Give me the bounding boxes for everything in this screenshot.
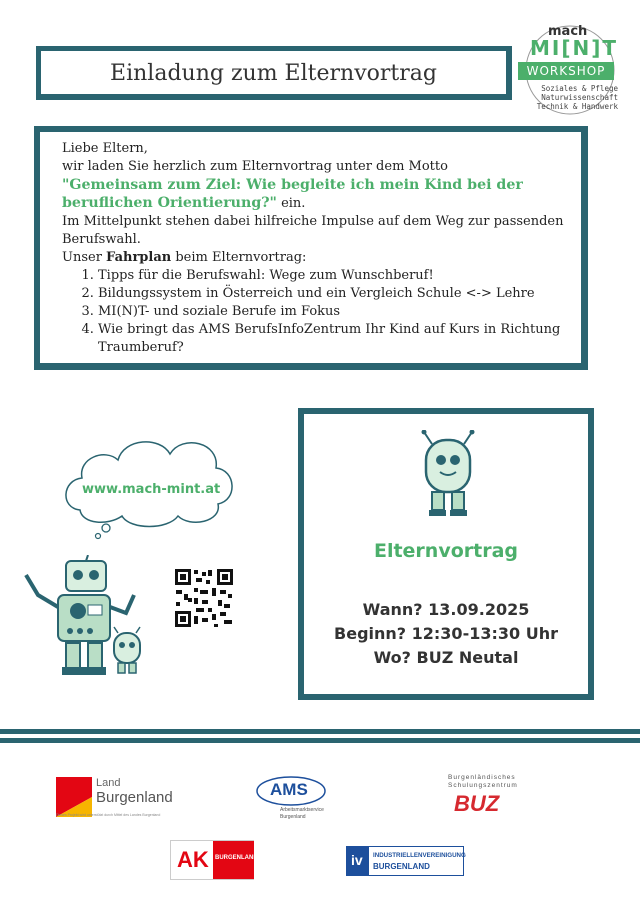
plan-list: [62, 267, 582, 357]
ams-text: AMS: [270, 780, 308, 799]
land-burgenland-logo: [56, 775, 176, 825]
land-caption: Dieses Projekt wird unterstützt durch Mittel des Landes Burgenland: [56, 813, 161, 817]
land-flag-icon: [56, 777, 92, 817]
event-start: Beginn? 12:30-13:30 Uhr: [334, 624, 558, 643]
motto-suffix: ein.: [276, 196, 306, 211]
robot-icon: [416, 430, 480, 522]
divider-stripe-1: [0, 729, 640, 734]
event-frame: [298, 408, 594, 700]
buz-top-2: Schulungszentrum: [448, 782, 518, 789]
logo-line-1: Soziales & Pflege: [541, 84, 618, 93]
qr-code[interactable]: [174, 568, 234, 628]
title-frame: [36, 46, 512, 100]
robot-illustration: [18, 555, 168, 690]
land-small: Land: [96, 777, 121, 789]
focus-text: Im Mittelpunkt stehen dabei hilfreiche Impulse auf dem Weg zur passenden Berufswahl.: [62, 214, 564, 247]
ams-sub-1: Arbeitsmarktservice: [280, 807, 324, 813]
motto-line-2: beruflichen Orientierung?": [62, 195, 277, 211]
plan-bold: Fahrplan: [106, 250, 172, 265]
motto-line-2-wrap: [62, 194, 582, 213]
plan-item: 3. MI(N)T- und soziale Berufe im Fokus: [98, 303, 582, 321]
logo-line-3: Technik & Handwerk: [536, 102, 618, 111]
plan-prefix: Unser: [62, 250, 107, 265]
iv-line-1: INDUSTRIELLENVEREINIGUNG: [373, 852, 466, 859]
iv-text: iv: [351, 852, 363, 868]
ams-sub-2: Burgenland: [280, 814, 306, 820]
ak-logo: [170, 840, 258, 880]
intro: wir laden Sie herzlich zum Elternvortrag unter dem Motto: [62, 159, 448, 174]
logo-mach: mach: [548, 24, 588, 39]
divider-stripe-2: [0, 738, 640, 743]
event-where: Wo? BUZ Neutal: [373, 648, 519, 667]
event-when: Wann? 13.09.2025: [362, 600, 530, 619]
ak-red-block: [213, 841, 258, 879]
motto-line-1: "Gemeinsam zum Ziel: Wie begleite ich mein Kind bei der: [62, 177, 523, 193]
invitation-text: [62, 140, 582, 357]
iv-block: [347, 847, 369, 875]
plan-item: 2. Bildungssystem in Österreich und ein Vergleich Schule <-> Lehre: [98, 285, 582, 303]
mach-mint-logo: [514, 24, 618, 116]
event-title: Elternvortrag: [373, 540, 519, 562]
logo-mint: MI[N]T: [530, 36, 619, 60]
greeting: Liebe Eltern,: [62, 141, 148, 156]
plan-heading: [62, 249, 582, 267]
logo-workshop: WORKSHOP: [518, 62, 614, 80]
website-link[interactable]: www.mach-mint.at: [82, 482, 221, 497]
buz-top-1: Burgenländisches: [448, 774, 516, 781]
land-big: Burgenland: [96, 789, 173, 806]
iv-logo: [346, 846, 464, 876]
plan-suffix: beim Elternvortrag:: [171, 250, 307, 265]
plan-item: 1. Tipps für die Berufswahl: Wege zum Wunschberuf!: [98, 267, 582, 285]
ak-sub: BURGENLAND: [215, 855, 258, 861]
buz-logo: [448, 774, 538, 824]
iv-line-2: BURGENLAND: [373, 862, 430, 871]
page-title: Einladung zum Elternvortrag: [110, 61, 437, 86]
ams-logo: [256, 776, 336, 826]
plan-item: 4. Wie bringt das AMS BerufsInfoZentrum Ihr Kind auf Kurs in Richtung Traumberuf?: [98, 321, 582, 357]
invitation-frame: [34, 126, 588, 370]
logo-line-2: Naturwissenschaft: [541, 93, 618, 102]
ak-text: AK: [177, 847, 209, 872]
buz-text: BUZ: [454, 791, 500, 816]
